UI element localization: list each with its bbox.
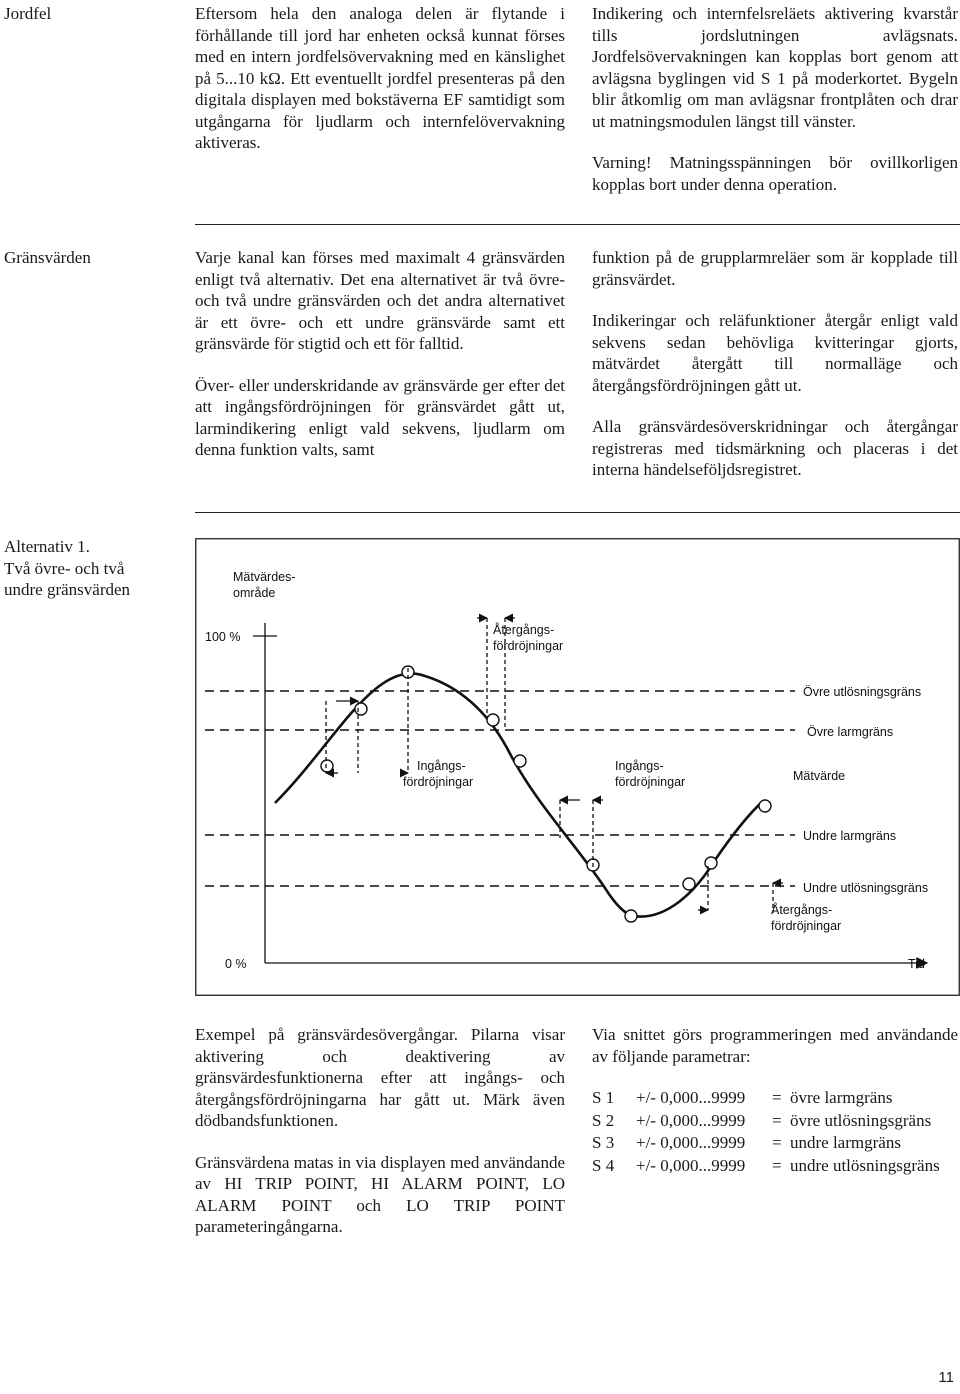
param-range: +/- 0,000...9999 [636,1133,746,1152]
jordfel-warning: Varning! Matningsspänningen bör ovillkorligen kopplas bort under denna operation. [592,153,958,194]
diagram-frame [196,539,960,996]
input-delay-label: Ingångs- [417,759,466,773]
event-marker [321,760,333,772]
event-markers [321,666,771,922]
param-equals: = [772,1110,782,1130]
event-marker [683,878,695,890]
input-delay-label: fördröjningar [403,775,474,789]
return-delay-label: Återgångs- [493,623,555,637]
param-code: S 2 [592,1110,615,1130]
param-row [592,1110,940,1133]
bottom-column-2 [592,1024,958,1177]
page-number: 11 [938,1369,954,1386]
event-marker [759,800,771,812]
gransvarden-column-2 [592,247,958,481]
param-desc: övre utlösningsgräns [790,1110,932,1130]
upper-trip-label: Övre utlösningsgräns [803,685,922,699]
range-label: Mätvärdes- [233,570,296,584]
param-code: S 4 [592,1155,615,1175]
bottom-column-1 [195,1024,565,1238]
section-divider [195,512,960,513]
param-row [592,1087,940,1110]
param-row [592,1132,940,1155]
x-axis-label: Tid [908,957,925,971]
alternativ-line: Två övre- och två [4,558,125,578]
upper-alarm-label: Övre larmgräns [807,725,894,739]
gransvarden-paragraph: funktion på de grupplarmreläer som är kopplade till gränsvärdet. [592,248,958,289]
lower-trip-label: Undre utlösningsgräns [803,881,929,895]
alternativ-line: undre gränsvärden [4,580,131,599]
lower-alarm-label: Undre larmgräns [803,829,897,843]
gransvarden-column-1 [195,247,565,461]
param-equals: = [772,1088,782,1107]
return-delay-label: Återgångs- [771,903,833,917]
return-delay-label: fördröjningar [493,639,564,653]
range-label: område [233,586,276,600]
params-table [592,1087,940,1177]
event-marker [355,703,367,715]
param-range: +/- 0,000...9999 [636,1110,746,1130]
param-desc: undre utlösningsgräns [790,1155,940,1175]
caption-paragraph: Exempel på gränsvärdesövergångar. Pilarna visar aktivering och deaktivering av gränsvärdesfunktionerna efter att ingångs- och återgångsfördröjningarna har gått ut. Märk även dödbandsfunktionen. [195,1025,565,1130]
input-delay-label: Ingångs- [615,759,664,773]
gransvarden-paragraph: Alla gränsvärdesöverskridningar och återgångar registreras med tidsmärkning och placeras i det interna händelseföljdsregistret. [592,417,958,479]
jordfel-paragraph: Indikering och internfelsreläets aktivering kvarstår tills jordslutningen avlägsnats. Jordfelsövervakningen kan kopplas bort genom att avlägsna byglingen vid S 1 på moderkortet. Bygeln blir åtkomlig om man avlägsnar frontplåten och drar ut matningsmodulen längst till vänster. [592,4,958,131]
y-label-0: 0 % [225,957,247,971]
jordfel-column-1 [195,3,565,154]
limit-diagram [195,538,960,996]
gransvarden-paragraph: Indikeringar och reläfunktioner återgår enligt vald sekvens sedan behövliga kvitteringar gjorts, mätvärdet återgått till normalläge och återgångsfördröjningen gått ut. [592,311,958,395]
params-intro: Via snittet görs programmeringen med användande av följande parametrar: [592,1025,958,1066]
section-heading-gransvarden: Gränsvärden [4,248,91,267]
measured-label: Mätvärde [793,769,846,783]
delay-markers [326,618,773,913]
jordfel-paragraph: Eftersom hela den analoga delen är flytande i förhållande till jord har enheten också kunnat förses med en intern jordfelsövervakning med en känslighet på 5...10 kΩ. Ett eventuellt jordfel presenteras på den digitala displayen med bokstäverna EF samtidigt som utgångarna för ljudlarm och internfelövervakning aktiveras. [195,4,565,152]
section-heading-jordfel: Jordfel [4,4,52,23]
event-marker [625,910,637,922]
param-range: +/- 0,000...9999 [636,1155,746,1175]
event-marker [705,857,717,869]
param-code: S 3 [592,1133,615,1152]
gransvarden-paragraph: Varje kanal kan förses med maximalt 4 gränsvärden enligt två alternativ. Det ena alternativet är två övre- och två undre gränsvärden och det andra alternativet är ett övre- och ett undre gränsvärde samt ett gränsvärde för stigtid och ett för falltid. [195,248,565,353]
event-marker [487,714,499,726]
jordfel-column-2 [592,3,958,195]
param-code: S 1 [592,1088,615,1107]
section-heading-alternativ [4,536,130,601]
param-desc: undre larmgräns [790,1133,901,1152]
caption-paragraph: Gränsvärdena matas in via displayen med användande av HI TRIP POINT, HI ALARM POINT, LO ALARM POINT och LO TRIP POINT parameteringångarna. [195,1152,565,1236]
param-desc: övre larmgräns [790,1088,893,1107]
return-delay-label: fördröjningar [771,919,842,933]
y-label-100: 100 % [205,630,241,644]
param-row [592,1155,940,1178]
section-divider [195,224,960,225]
input-delay-label: fördröjningar [615,775,686,789]
gransvarden-paragraph: Över- eller underskridande av gränsvärde ger efter det att ingångsfördröjningen för gränsvärdet gått ut, larmindikering enligt vald sekvens, ljudlarm om denna funktion valts, samt [195,375,565,459]
event-marker [514,755,526,767]
param-range: +/- 0,000...9999 [636,1088,746,1107]
param-equals: = [772,1155,782,1175]
alternativ-line: Alternativ 1. [4,537,90,556]
param-equals: = [772,1133,782,1152]
